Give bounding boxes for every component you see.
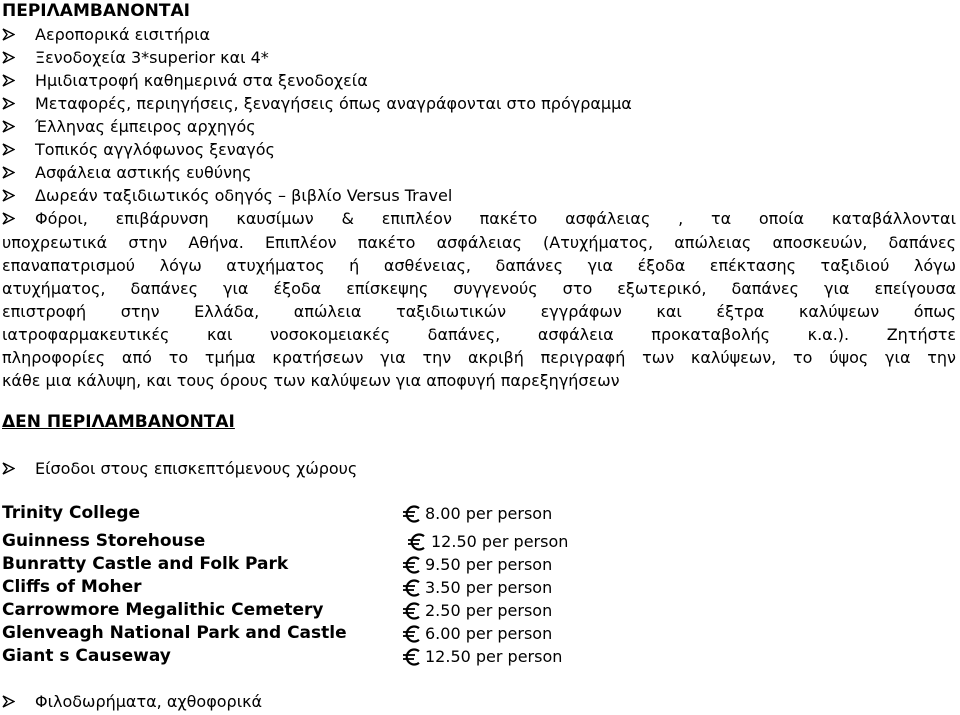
included-item-label: Μεταφορές, περιηγήσεις, ξεναγήσεις όπως αναγράφονται στο πρόγραμμα — [35, 94, 632, 113]
insurance-paragraph — [2, 231, 956, 392]
attraction-row — [0, 599, 960, 622]
attraction-name: Guinness Storehouse — [2, 531, 206, 551]
arrowhead-bullet-icon — [2, 189, 15, 202]
paragraph-line: επαναπατρισμού λόγω ατυχήματος ή ασθένειας, δαπάνες για έξοδα επέκτασης ταξιδιού λόγω — [2, 256, 956, 275]
attraction-row — [0, 622, 960, 645]
not-included-item-label: Είσοδοι στους επισκεπτόμενους χώρους — [35, 459, 358, 478]
not-included-item-label: Φιλοδωρήματα, αχθοφορικά — [35, 692, 263, 711]
included-item — [0, 138, 960, 161]
attraction-row — [0, 645, 960, 668]
included-item-label: Έλληνας έμπειρος αρχηγός — [35, 117, 256, 136]
arrowhead-bullet-icon — [2, 143, 15, 156]
included-item-label: Φόροι, επιβάρυνση καυσίμων & επιπλέον πακέτο ασφάλειας , τα οποία καταβάλλονται — [35, 209, 956, 228]
included-item — [0, 23, 960, 46]
included-item-label: Ασφάλεια αστικής ευθύνης — [35, 163, 252, 182]
included-item — [0, 184, 960, 207]
arrowhead-bullet-icon — [2, 74, 15, 87]
arrowhead-bullet-icon — [2, 28, 15, 41]
included-item — [0, 92, 960, 115]
attraction-name: Cliffs of Moher — [2, 577, 142, 597]
paragraph-line: υποχρεωτικά στην Αθήνα. Επιπλέον πακέτο ασφάλειας (Ατυχήματος, απώλειας αποσκευών, δαπάνες — [2, 233, 956, 252]
included-item — [0, 69, 960, 92]
included-item-label: Τοπικός αγγλόφωνος ξεναγός — [35, 140, 275, 159]
attraction-price: 8.00 per person — [425, 504, 553, 523]
attraction-name: Glenveagh National Park and Castle — [2, 623, 347, 643]
euro-icon — [402, 579, 422, 597]
arrowhead-bullet-icon — [2, 462, 15, 475]
attraction-row — [0, 576, 960, 599]
paragraph-line: ατυχήματος, δαπάνες για έξοδα επίσκεψης συγγενούς στο εξωτερικό, δαπάνες για επείγουσα — [2, 279, 956, 298]
paragraph-line: ιατροφαρμακευτικές και νοσοκομειακές δαπάνες, ασφάλεια προκαταβολής κ.α.). Ζητήστε — [2, 325, 956, 344]
included-item — [0, 207, 960, 230]
arrowhead-bullet-icon — [2, 212, 15, 225]
attraction-name: Giant s Causeway — [2, 646, 171, 666]
attraction-row — [0, 553, 960, 576]
included-item — [0, 46, 960, 69]
not-included-item — [0, 457, 960, 480]
not-included-heading: ΔΕΝ ΠΕΡΙΛΑΜΒΑΝΟΝΤΑΙ — [2, 412, 235, 432]
attraction-name: Carrowmore Megalithic Cemetery — [2, 600, 324, 620]
included-item-label: Αεροπορικά εισιτήρια — [35, 25, 211, 44]
euro-icon — [402, 505, 422, 523]
euro-icon — [402, 625, 422, 643]
attraction-name: Bunratty Castle and Folk Park — [2, 554, 289, 574]
arrowhead-bullet-icon — [2, 120, 15, 133]
euro-icon — [402, 556, 422, 574]
arrowhead-bullet-icon — [2, 51, 15, 64]
not-included-item — [0, 690, 960, 713]
paragraph-line: επιστροφή στην Ελλάδα, απώλεια ταξιδιωτικών εγγράφων και έξτρα καλύψεων όπως — [2, 302, 956, 321]
included-item-label: Δωρεάν ταξιδιωτικός οδηγός – βιβλίο Versus Travel — [35, 186, 453, 205]
included-item — [0, 115, 960, 138]
attraction-name: Trinity College — [2, 503, 141, 523]
attraction-price: 12.50 per person — [431, 532, 569, 551]
arrowhead-bullet-icon — [2, 695, 15, 708]
euro-icon — [407, 533, 427, 551]
paragraph-line: κάθε μια κάλυψη, και τους όρους των καλύψεων για αποφυγή παρεξηγήσεων — [2, 371, 620, 390]
included-item-label: Ημιδιατροφή καθημερινά στα ξενοδοχεία — [35, 71, 368, 90]
paragraph-line: πληροφορίες από το τμήμα κρατήσεων για την ακριβή περιγραφή των καλύψεων, το ύψος για την — [2, 348, 956, 367]
euro-icon — [402, 648, 422, 666]
attraction-price: 9.50 per person — [425, 555, 553, 574]
included-item-label: Ξενοδοχεία 3*superior και 4* — [35, 48, 269, 67]
attraction-price: 12.50 per person — [425, 647, 563, 666]
attraction-row — [0, 502, 960, 525]
arrowhead-bullet-icon — [2, 97, 15, 110]
attraction-row — [0, 530, 960, 553]
included-heading: ΠΕΡΙΛΑΜΒΑΝΟΝΤΑΙ — [2, 1, 190, 21]
included-item — [0, 161, 960, 184]
attraction-price: 2.50 per person — [425, 601, 553, 620]
attraction-price: 3.50 per person — [425, 578, 553, 597]
euro-icon — [402, 602, 422, 620]
arrowhead-bullet-icon — [2, 166, 15, 179]
attraction-price: 6.00 per person — [425, 624, 553, 643]
